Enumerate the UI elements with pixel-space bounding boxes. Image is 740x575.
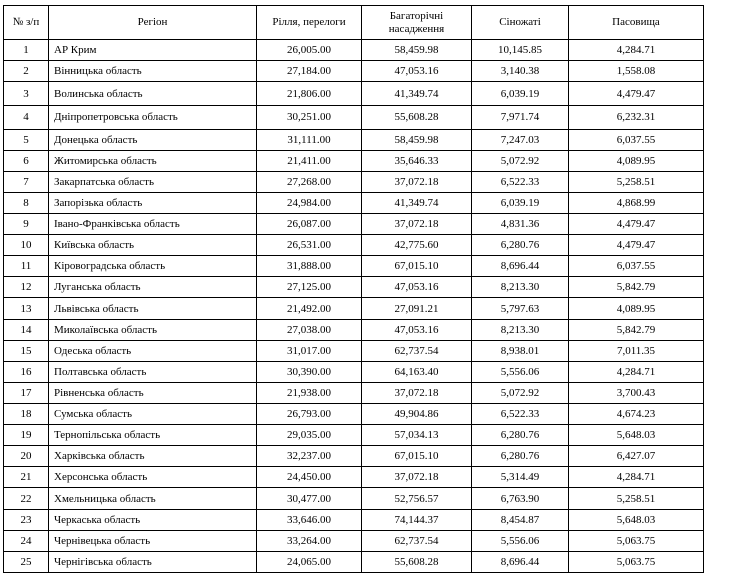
cell-region: Донецька область	[49, 129, 257, 150]
cell-region: Кіровоградська область	[49, 256, 257, 277]
cell-perennial: 37,072.18	[362, 382, 472, 403]
cell-perennial: 64,163.40	[362, 361, 472, 382]
cell-arable: 32,237.00	[257, 446, 362, 467]
cell-arable: 27,268.00	[257, 171, 362, 192]
header-perennial: Багаторічні насадження	[362, 6, 472, 40]
land-prices-table	[3, 5, 704, 573]
table-row	[4, 192, 704, 213]
cell-no: 16	[4, 361, 49, 382]
cell-hayfields: 8,454.87	[472, 509, 569, 530]
cell-pastures: 4,868.99	[569, 192, 704, 213]
cell-no: 9	[4, 214, 49, 235]
table-row	[4, 530, 704, 551]
table-row	[4, 425, 704, 446]
cell-region: Житомирська область	[49, 150, 257, 171]
header-pastures: Пасовища	[569, 6, 704, 40]
cell-region: Хмельницька область	[49, 488, 257, 509]
cell-perennial: 41,349.74	[362, 82, 472, 106]
cell-region: Чернівецька область	[49, 530, 257, 551]
cell-perennial: 27,091.21	[362, 298, 472, 319]
cell-perennial: 47,053.16	[362, 277, 472, 298]
cell-arable: 27,184.00	[257, 61, 362, 82]
cell-perennial: 42,775.60	[362, 235, 472, 256]
cell-arable: 26,531.00	[257, 235, 362, 256]
cell-no: 22	[4, 488, 49, 509]
cell-region: Львівська область	[49, 298, 257, 319]
cell-region: Одеська область	[49, 340, 257, 361]
cell-arable: 26,087.00	[257, 214, 362, 235]
cell-hayfields: 8,213.30	[472, 277, 569, 298]
cell-arable: 24,065.00	[257, 551, 362, 572]
table-row	[4, 277, 704, 298]
cell-arable: 21,938.00	[257, 382, 362, 403]
cell-no: 1	[4, 40, 49, 61]
cell-no: 19	[4, 425, 49, 446]
cell-perennial: 67,015.10	[362, 256, 472, 277]
cell-pastures: 5,648.03	[569, 425, 704, 446]
cell-perennial: 55,608.28	[362, 105, 472, 129]
header-arable: Рілля, перелоги	[257, 6, 362, 40]
table-row	[4, 82, 704, 106]
cell-no: 7	[4, 171, 49, 192]
cell-hayfields: 5,556.06	[472, 530, 569, 551]
table-row	[4, 361, 704, 382]
table-row	[4, 319, 704, 340]
cell-hayfields: 6,280.76	[472, 425, 569, 446]
cell-perennial: 37,072.18	[362, 171, 472, 192]
cell-hayfields: 7,971.74	[472, 105, 569, 129]
cell-no: 18	[4, 404, 49, 425]
table-row	[4, 61, 704, 82]
cell-hayfields: 6,763.90	[472, 488, 569, 509]
cell-hayfields: 8,696.44	[472, 551, 569, 572]
cell-no: 15	[4, 340, 49, 361]
cell-arable: 31,888.00	[257, 256, 362, 277]
cell-no: 8	[4, 192, 49, 213]
cell-pastures: 4,284.71	[569, 40, 704, 61]
cell-no: 12	[4, 277, 49, 298]
cell-pastures: 7,011.35	[569, 340, 704, 361]
cell-no: 23	[4, 509, 49, 530]
cell-no: 17	[4, 382, 49, 403]
cell-region: Луганська область	[49, 277, 257, 298]
cell-pastures: 4,479.47	[569, 82, 704, 106]
cell-pastures: 5,648.03	[569, 509, 704, 530]
cell-perennial: 37,072.18	[362, 467, 472, 488]
cell-hayfields: 8,938.01	[472, 340, 569, 361]
table-row	[4, 256, 704, 277]
cell-no: 24	[4, 530, 49, 551]
cell-no: 25	[4, 551, 49, 572]
table-row	[4, 235, 704, 256]
cell-pastures: 5,258.51	[569, 171, 704, 192]
cell-arable: 33,264.00	[257, 530, 362, 551]
cell-no: 21	[4, 467, 49, 488]
cell-pastures: 4,479.47	[569, 214, 704, 235]
cell-perennial: 52,756.57	[362, 488, 472, 509]
table-row	[4, 467, 704, 488]
cell-pastures: 5,258.51	[569, 488, 704, 509]
cell-arable: 30,390.00	[257, 361, 362, 382]
cell-perennial: 62,737.54	[362, 340, 472, 361]
table-row	[4, 214, 704, 235]
cell-hayfields: 5,797.63	[472, 298, 569, 319]
table-row	[4, 129, 704, 150]
cell-perennial: 67,015.10	[362, 446, 472, 467]
cell-hayfields: 5,556.06	[472, 361, 569, 382]
cell-pastures: 4,089.95	[569, 298, 704, 319]
cell-pastures: 4,089.95	[569, 150, 704, 171]
cell-no: 20	[4, 446, 49, 467]
table-row	[4, 340, 704, 361]
cell-hayfields: 4,831.36	[472, 214, 569, 235]
cell-region: Дніпропетровська область	[49, 105, 257, 129]
cell-hayfields: 6,039.19	[472, 192, 569, 213]
cell-region: Рівненська область	[49, 382, 257, 403]
cell-hayfields: 6,522.33	[472, 404, 569, 425]
table-row	[4, 40, 704, 61]
cell-pastures: 4,479.47	[569, 235, 704, 256]
header-no: № з/п	[4, 6, 49, 40]
header-hayfields: Сіножаті	[472, 6, 569, 40]
cell-arable: 29,035.00	[257, 425, 362, 446]
table-row	[4, 382, 704, 403]
table-row	[4, 404, 704, 425]
cell-hayfields: 6,280.76	[472, 235, 569, 256]
cell-no: 11	[4, 256, 49, 277]
cell-perennial: 35,646.33	[362, 150, 472, 171]
cell-arable: 31,017.00	[257, 340, 362, 361]
table-row	[4, 509, 704, 530]
cell-region: Запорізька область	[49, 192, 257, 213]
cell-no: 3	[4, 82, 49, 106]
cell-perennial: 55,608.28	[362, 551, 472, 572]
table-header-row	[4, 6, 704, 40]
cell-arable: 30,477.00	[257, 488, 362, 509]
table-row	[4, 105, 704, 129]
cell-hayfields: 6,039.19	[472, 82, 569, 106]
cell-hayfields: 5,072.92	[472, 150, 569, 171]
cell-arable: 26,793.00	[257, 404, 362, 425]
cell-arable: 21,411.00	[257, 150, 362, 171]
cell-arable: 27,038.00	[257, 319, 362, 340]
cell-hayfields: 5,314.49	[472, 467, 569, 488]
cell-perennial: 58,459.98	[362, 40, 472, 61]
cell-pastures: 4,284.71	[569, 361, 704, 382]
table-row	[4, 171, 704, 192]
cell-perennial: 47,053.16	[362, 319, 472, 340]
cell-hayfields: 7,247.03	[472, 129, 569, 150]
cell-no: 14	[4, 319, 49, 340]
cell-region: Миколаївська область	[49, 319, 257, 340]
cell-arable: 33,646.00	[257, 509, 362, 530]
cell-region: Тернопільська область	[49, 425, 257, 446]
cell-hayfields: 8,696.44	[472, 256, 569, 277]
cell-region: Київська область	[49, 235, 257, 256]
cell-pastures: 5,842.79	[569, 319, 704, 340]
cell-arable: 21,806.00	[257, 82, 362, 106]
table-row	[4, 298, 704, 319]
cell-region: Харківська область	[49, 446, 257, 467]
cell-region: Івано-Франківська область	[49, 214, 257, 235]
cell-pastures: 6,232.31	[569, 105, 704, 129]
cell-pastures: 4,674.23	[569, 404, 704, 425]
cell-region: Волинська область	[49, 82, 257, 106]
cell-region: Чернігівська область	[49, 551, 257, 572]
cell-region: Сумська область	[49, 404, 257, 425]
cell-arable: 30,251.00	[257, 105, 362, 129]
cell-no: 10	[4, 235, 49, 256]
cell-no: 6	[4, 150, 49, 171]
cell-hayfields: 6,522.33	[472, 171, 569, 192]
cell-arable: 27,125.00	[257, 277, 362, 298]
cell-perennial: 58,459.98	[362, 129, 472, 150]
cell-arable: 26,005.00	[257, 40, 362, 61]
cell-region: Херсонська область	[49, 467, 257, 488]
cell-no: 5	[4, 129, 49, 150]
cell-pastures: 6,427.07	[569, 446, 704, 467]
cell-perennial: 41,349.74	[362, 192, 472, 213]
cell-hayfields: 5,072.92	[472, 382, 569, 403]
cell-no: 2	[4, 61, 49, 82]
cell-pastures: 5,842.79	[569, 277, 704, 298]
header-region: Регіон	[49, 6, 257, 40]
cell-pastures: 6,037.55	[569, 129, 704, 150]
cell-pastures: 3,700.43	[569, 382, 704, 403]
cell-arable: 21,492.00	[257, 298, 362, 319]
cell-perennial: 74,144.37	[362, 509, 472, 530]
cell-pastures: 5,063.75	[569, 551, 704, 572]
cell-arable: 24,450.00	[257, 467, 362, 488]
cell-pastures: 6,037.55	[569, 256, 704, 277]
cell-perennial: 57,034.13	[362, 425, 472, 446]
cell-perennial: 47,053.16	[362, 61, 472, 82]
table-row	[4, 150, 704, 171]
cell-pastures: 5,063.75	[569, 530, 704, 551]
table-row	[4, 488, 704, 509]
cell-region: Полтавська область	[49, 361, 257, 382]
table-body	[4, 40, 704, 573]
cell-hayfields: 10,145.85	[472, 40, 569, 61]
cell-no: 4	[4, 105, 49, 129]
cell-arable: 31,111.00	[257, 129, 362, 150]
cell-hayfields: 3,140.38	[472, 61, 569, 82]
cell-pastures: 1,558.08	[569, 61, 704, 82]
cell-perennial: 37,072.18	[362, 214, 472, 235]
cell-perennial: 62,737.54	[362, 530, 472, 551]
cell-region: АР Крим	[49, 40, 257, 61]
table-row	[4, 551, 704, 572]
cell-region: Закарпатська область	[49, 171, 257, 192]
cell-arable: 24,984.00	[257, 192, 362, 213]
cell-no: 13	[4, 298, 49, 319]
cell-perennial: 49,904.86	[362, 404, 472, 425]
cell-region: Черкаська область	[49, 509, 257, 530]
cell-hayfields: 6,280.76	[472, 446, 569, 467]
table-row	[4, 446, 704, 467]
cell-region: Вінницька область	[49, 61, 257, 82]
cell-hayfields: 8,213.30	[472, 319, 569, 340]
cell-pastures: 4,284.71	[569, 467, 704, 488]
